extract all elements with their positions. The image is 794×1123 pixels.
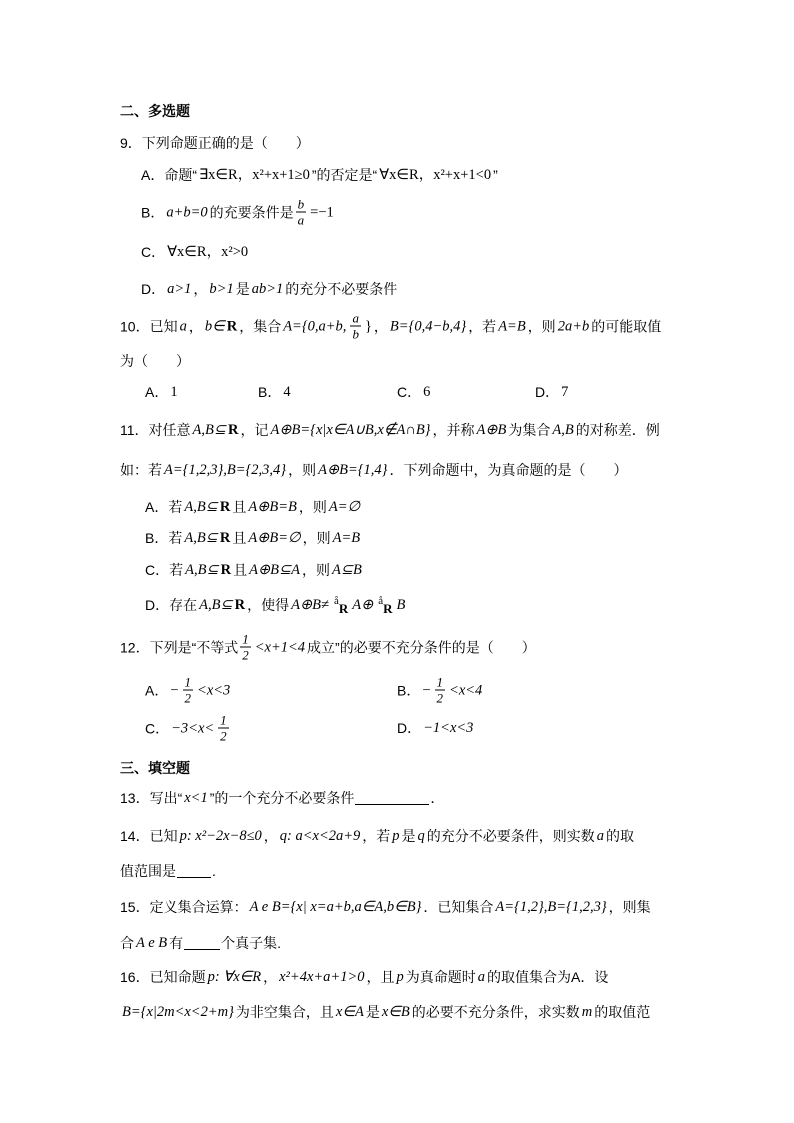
question-text: 的充分不必要条件 (285, 281, 398, 297)
question-text: ，使得 (247, 597, 290, 613)
question-text: ，则 (301, 562, 330, 578)
question-text: 的充分不必要条件，则实数 (426, 828, 595, 844)
question-text: 的对称差．例 (575, 422, 660, 438)
math-expression: x∈A (335, 1004, 364, 1020)
section-heading-fill-blank: 三、填空题 (120, 760, 190, 776)
question-14-line-2 (120, 862, 216, 880)
question-text: 的取值范 (594, 1004, 651, 1020)
fraction (218, 714, 229, 743)
question-9-option-a (141, 166, 498, 184)
question-text: 的充要条件是 (209, 204, 294, 220)
math-expression: A=∅ (328, 499, 361, 515)
math-expression: A=B (332, 530, 361, 546)
math-expression: m (581, 1004, 593, 1020)
question-text: ， (373, 318, 388, 334)
option-value: 4 (283, 384, 291, 400)
question-16-line-2 (120, 1003, 650, 1021)
question-text: 若 (168, 499, 183, 515)
option-value: 1 (170, 384, 178, 400)
math-expression: 2a+b (557, 318, 590, 334)
question-text: 有 (169, 935, 184, 951)
option-label: A． (145, 384, 169, 400)
question-text: 值范围是 (120, 863, 176, 879)
question-14-line-1 (120, 827, 634, 845)
option-value: 6 (423, 384, 431, 400)
math-expression: A e B (136, 935, 168, 951)
option-label: B． (141, 204, 165, 220)
question-16-line-1 (120, 968, 608, 986)
option-label: B． (397, 682, 421, 698)
real-set-subscript: R (383, 601, 393, 616)
option-label: D． (141, 281, 166, 297)
fraction-numerator: a (352, 310, 359, 326)
question-12-stem (120, 633, 536, 662)
math-expression: a>1 (167, 281, 192, 297)
math-expression: A⊆B (331, 562, 362, 578)
question-text: ，则 (298, 499, 327, 515)
option-label: B． (145, 530, 169, 546)
math-expression: A⊕B=∅ (248, 530, 301, 546)
math-expression: ∀x∈R，x²+x+1<0 (379, 167, 492, 183)
question-11-option-d (145, 596, 407, 614)
math-expression: ab>1 (251, 281, 284, 297)
question-text: 的取 (606, 828, 635, 844)
math-expression: A⊕B=B (248, 499, 297, 515)
question-9-stem: 9．下列命题正确的是（ ） (120, 135, 310, 151)
option-label: A． (145, 499, 169, 515)
fraction (240, 633, 251, 662)
math-expression: <x<3 (197, 682, 231, 698)
real-set-symbol: R (219, 499, 231, 515)
question-10-option-b (258, 383, 293, 401)
math-expression: A⊕B={1,4} (318, 462, 388, 478)
question-12-option-b (397, 676, 484, 705)
question-12-option-c (145, 714, 231, 743)
fraction (296, 198, 307, 227)
answer-blank (355, 791, 429, 805)
math-expression: A={1,2,3},B={2,3,4} (164, 462, 287, 478)
fraction-denominator: 2 (184, 690, 192, 706)
question-text: ， (193, 281, 208, 297)
question-10-stem-line-2: 为（ ） (120, 353, 190, 369)
question-text: 的取值集合为A．设 (486, 969, 609, 985)
complement-symbol: å (378, 595, 384, 607)
math-expression: − (170, 682, 179, 698)
math-expression: A,B (552, 422, 574, 438)
fraction-numerator: 1 (436, 674, 444, 690)
option-label: A． (145, 682, 169, 698)
question-text: ，集合 (239, 318, 282, 334)
math-expression: B={0,4−b,4} (389, 318, 467, 334)
question-text: 是 (401, 828, 416, 844)
question-9-option-b (141, 198, 336, 227)
option-label: C． (141, 244, 166, 260)
real-set-symbol: R (220, 562, 232, 578)
question-text: ，则 (288, 462, 317, 478)
math-expression: <x+1<4 (254, 639, 306, 655)
question-text: ．已知集合 (423, 899, 494, 915)
question-text: ，记 (240, 422, 269, 438)
math-expression: =−1 (310, 204, 334, 220)
question-text: 15．定义集合运算： (120, 899, 248, 915)
math-expression: − (422, 682, 431, 698)
question-text: 且 (232, 499, 247, 515)
fraction (183, 676, 194, 705)
question-15-line-1 (120, 898, 651, 916)
math-expression: A⊕B (476, 422, 507, 438)
math-expression: a+b=0 (166, 204, 208, 220)
math-expression: p: x²−2x−8≤0 (179, 828, 262, 844)
math-expression: a (179, 318, 187, 334)
real-set-subscript: R (338, 601, 349, 616)
option-label: C． (397, 384, 422, 400)
question-text: 的可能取值 (591, 318, 662, 334)
math-expression: <x<4 (449, 682, 483, 698)
real-set-symbol: R (234, 597, 246, 613)
math-expression: x<1 (184, 790, 208, 806)
question-text: 若 (168, 530, 183, 546)
question-text: 命题“ (164, 167, 198, 183)
question-15-line-2 (120, 934, 281, 952)
math-expression: A,B⊆ (192, 422, 227, 438)
math-expression: A={1,2},B={1,2,3} (495, 899, 607, 915)
question-text: ” (493, 167, 498, 183)
option-label: C． (145, 720, 170, 736)
math-expression: A⊕ (352, 597, 374, 613)
question-text: ， (263, 828, 278, 844)
fraction-denominator: 2 (220, 728, 227, 744)
math-expression: B={x|2m<x<2+m} (122, 1004, 234, 1020)
math-expression: p: ∀x∈R (207, 969, 262, 985)
math-expression: b>1 (209, 281, 234, 297)
question-text: ，若 (362, 828, 391, 844)
math-expression: A e B={x| x=a+b,a∈A,b∈B} (249, 899, 422, 915)
question-11-option-b (145, 529, 362, 547)
question-9-option-d (141, 280, 397, 298)
math-expression: B (396, 597, 406, 613)
question-13 (120, 789, 444, 807)
question-text: 如：若 (120, 462, 162, 478)
question-10-option-d (535, 383, 570, 401)
question-text: 为真命题时 (405, 969, 476, 985)
math-expression: A,B⊆ (184, 530, 218, 546)
math-expression: p (396, 969, 404, 985)
question-text: 12．下列是“不等式 (120, 639, 239, 655)
question-11-stem-line-2 (120, 461, 627, 479)
fraction-denominator: 2 (242, 647, 249, 663)
question-10-option-c (397, 383, 432, 401)
question-text: ”的否定是“ (311, 167, 378, 183)
math-expression: b∈ (204, 318, 225, 334)
math-expression: A,B⊆ (184, 499, 218, 515)
question-text: 10．已知 (120, 318, 178, 334)
question-text: 为非空集合，且 (235, 1004, 334, 1020)
question-text: 且 (233, 562, 248, 578)
real-set-symbol: R (228, 422, 239, 438)
option-label: A． (141, 167, 165, 183)
option-label: D． (145, 597, 170, 613)
question-text: 且 (232, 530, 247, 546)
question-text: 存在 (169, 597, 198, 613)
question-text: ，且 (366, 969, 395, 985)
real-set-symbol: R (219, 530, 231, 546)
complement-symbol: å (333, 595, 339, 607)
math-expression: A,B⊆ (199, 597, 233, 613)
fraction (435, 676, 446, 705)
math-expression: ∀x∈R，x²>0 (167, 244, 249, 260)
math-expression: A,B⊆ (185, 562, 219, 578)
math-expression: x²+4x+a+1>0 (279, 969, 365, 985)
math-expression: q: a<x<2a+9 (279, 828, 361, 844)
option-label: C． (145, 562, 170, 578)
math-expression: −3<x< (171, 720, 215, 736)
answer-blank (184, 936, 220, 950)
fraction-denominator: 2 (436, 690, 444, 706)
math-expression: A={0,a+b, (283, 318, 347, 334)
answer-blank (177, 864, 211, 878)
section-heading-multiple-choice: 二、多选题 (120, 103, 190, 119)
math-expression: p (392, 828, 400, 844)
question-text: ，则 (302, 530, 331, 546)
question-11-stem-line-1 (120, 421, 660, 439)
fraction (350, 312, 361, 341)
fraction-numerator: 1 (242, 631, 249, 647)
question-text: 个真子集. (221, 935, 282, 951)
question-text: 的必要不充分条件，求实数 (411, 1004, 580, 1020)
option-label: D． (535, 384, 560, 400)
math-expression: ∃x∈R，x²+x+1≥0 (199, 167, 310, 183)
question-text: ，若 (468, 318, 497, 334)
math-expression: A⊕B⊆A (249, 562, 300, 578)
question-text: ．下列命题中，为真命题的是（ ） (389, 462, 628, 478)
math-expression: } (364, 318, 372, 334)
question-text: ，则集 (608, 899, 651, 915)
math-expression: A⊕B={x|x∈A∪B,x∉A∩B} (270, 422, 431, 438)
option-label: D． (397, 720, 422, 736)
math-expression: a (477, 969, 485, 985)
question-text: 14．已知 (120, 828, 178, 844)
fraction-denominator: b (352, 326, 359, 342)
question-text: ，则 (527, 318, 556, 334)
math-expression: −1<x<3 (423, 720, 474, 736)
question-text: 成立”的必要不充分条件的是（ ） (307, 639, 536, 655)
question-10-stem-line-1 (120, 312, 661, 341)
question-text: 13．写出“ (120, 790, 183, 806)
fraction-numerator: b (297, 196, 305, 212)
question-text: . (212, 863, 216, 879)
question-text: ， (188, 318, 203, 334)
question-text: 11．对任意 (120, 422, 191, 438)
question-12-option-a (145, 676, 232, 705)
question-text: 为集合 (508, 422, 551, 438)
question-text: 合 (120, 935, 134, 951)
question-11-option-c (145, 561, 364, 579)
fraction-numerator: 1 (184, 674, 192, 690)
question-12-option-d (397, 719, 475, 737)
math-expression: A=B (498, 318, 526, 334)
question-text: 是 (235, 281, 250, 297)
math-expression: x∈B (381, 1004, 410, 1020)
question-text: 若 (169, 562, 184, 578)
question-11-option-a (145, 498, 362, 516)
option-label: B． (258, 384, 282, 400)
real-set-symbol: R (226, 318, 238, 334)
question-9-option-c (141, 243, 250, 261)
question-text: ，并称 (432, 422, 475, 438)
math-expression: a (596, 828, 605, 844)
fraction-numerator: 1 (220, 712, 227, 728)
math-expression: A⊕B≠ (291, 597, 329, 613)
question-text: 16．已知命题 (120, 969, 206, 985)
question-text: ． (430, 790, 445, 806)
option-value: 7 (561, 384, 569, 400)
question-text: ， (263, 969, 278, 985)
question-10-option-a (145, 383, 180, 401)
question-text: 是 (365, 1004, 380, 1020)
math-expression: q (417, 828, 425, 844)
question-text: ”的一个充分不必要条件 (209, 790, 355, 806)
fraction-denominator: a (297, 212, 305, 228)
